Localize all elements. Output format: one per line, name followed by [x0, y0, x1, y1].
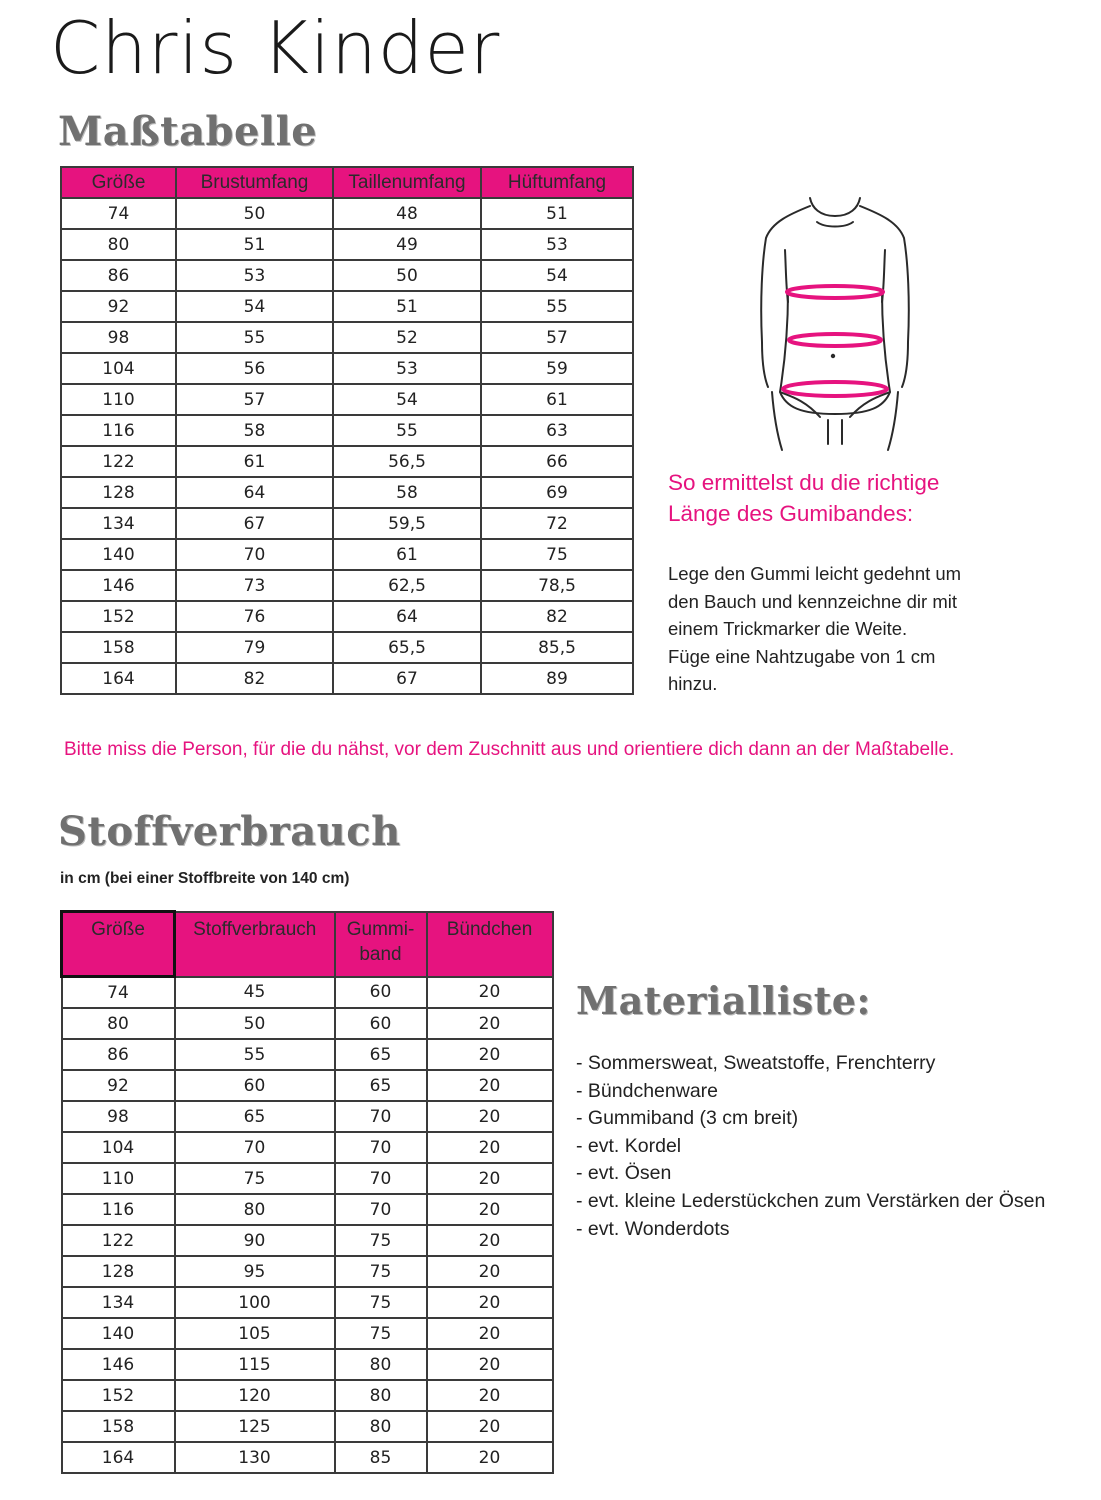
materials-list: [576, 1050, 1045, 1243]
cell-chest: 82: [176, 663, 333, 694]
table-row: [62, 1132, 553, 1163]
cell-waist: 58: [333, 477, 481, 508]
cell-chest: 58: [176, 415, 333, 446]
cell-size: 128: [62, 1256, 175, 1287]
cell-chest: 54: [176, 291, 333, 322]
table-row: [62, 1101, 553, 1132]
cell-size: 164: [62, 1442, 175, 1473]
cell-size: 92: [61, 291, 176, 322]
table-row: [61, 384, 633, 415]
cell-elastic: 70: [335, 1132, 427, 1163]
fabric-heading: Stoffverbrauch: [58, 808, 401, 855]
list-item: - evt. kleine Lederstückchen zum Verstärken der Ösen: [576, 1189, 1046, 1212]
cell-hip: 63: [481, 415, 633, 446]
cell-hip: 53: [481, 229, 633, 260]
table-row: [61, 477, 633, 508]
cell-size: 74: [62, 977, 175, 1009]
materials-heading: Materialliste:: [576, 978, 871, 1023]
table-row: [62, 1411, 553, 1442]
cell-waist: 49: [333, 229, 481, 260]
cell-cuffs: 20: [427, 977, 553, 1009]
cell-size: 158: [61, 632, 176, 663]
cell-waist: 56,5: [333, 446, 481, 477]
cell-chest: 50: [176, 198, 333, 229]
cell-elastic: 65: [335, 1070, 427, 1101]
cell-cuffs: 20: [427, 1442, 553, 1473]
cell-chest: 70: [176, 539, 333, 570]
cell-waist: 48: [333, 198, 481, 229]
cell-hip: 54: [481, 260, 633, 291]
cell-waist: 54: [333, 384, 481, 415]
cell-cuffs: 20: [427, 1039, 553, 1070]
table-row: [62, 1287, 553, 1318]
cell-waist: 67: [333, 663, 481, 694]
cell-cuffs: 20: [427, 1380, 553, 1411]
cell-waist: 53: [333, 353, 481, 384]
cell-size: 134: [61, 508, 176, 539]
cell-elastic: 80: [335, 1349, 427, 1380]
cell-elastic: 70: [335, 1163, 427, 1194]
cell-elastic: 75: [335, 1225, 427, 1256]
measure-table: [60, 166, 634, 695]
cell-chest: 67: [176, 508, 333, 539]
table-row: [62, 1442, 553, 1473]
cell-size: 98: [62, 1101, 175, 1132]
cell-hip: 75: [481, 539, 633, 570]
list-item: - Gummiband (3 cm breit): [576, 1107, 799, 1130]
cell-hip: 85,5: [481, 632, 633, 663]
table-row: [62, 1163, 553, 1194]
cell-elastic: 80: [335, 1411, 427, 1442]
cell-size: 128: [61, 477, 176, 508]
cell-size: 152: [62, 1380, 175, 1411]
cell-hip: 59: [481, 353, 633, 384]
cell-elastic: 80: [335, 1380, 427, 1411]
cell-waist: 61: [333, 539, 481, 570]
cell-size: 122: [61, 446, 176, 477]
cell-waist: 55: [333, 415, 481, 446]
table-row: [62, 1039, 553, 1070]
cell-chest: 56: [176, 353, 333, 384]
cell-fabric: 45: [175, 977, 335, 1009]
cell-fabric: 50: [175, 1008, 335, 1039]
torso-measurement-figure-icon: [750, 192, 920, 454]
list-item: - Sommersweat, Sweatstoffe, Frenchterry: [576, 1052, 936, 1074]
fabric-subnote: in cm (bei einer Stoffbreite von 140 cm): [60, 870, 350, 887]
header-elastic-line: band: [359, 944, 402, 966]
cell-size: 110: [62, 1163, 175, 1194]
header-fabric: Stoffverbrauch: [175, 912, 335, 977]
cell-size: 74: [61, 198, 176, 229]
cell-hip: 89: [481, 663, 633, 694]
fabric-table: [60, 910, 554, 1474]
table-row: [62, 1380, 553, 1411]
cell-fabric: 65: [175, 1101, 335, 1132]
cell-fabric: 105: [175, 1318, 335, 1349]
instructions-line: hinzu.: [668, 673, 718, 694]
cell-size: 146: [62, 1349, 175, 1380]
cell-elastic: 70: [335, 1194, 427, 1225]
table-row: [61, 663, 633, 694]
cell-waist: 65,5: [333, 632, 481, 663]
cell-fabric: 95: [175, 1256, 335, 1287]
cell-cuffs: 20: [427, 1070, 553, 1101]
cell-size: 104: [61, 353, 176, 384]
measure-note: Bitte miss die Person, für die du nähst, vor dem Zuschnitt aus und orientiere dich dann an der Maßtabelle.: [64, 739, 955, 760]
cell-cuffs: 20: [427, 1411, 553, 1442]
instructions-title-line: So ermittelst du die richtige: [668, 470, 940, 495]
table-row: [61, 353, 633, 384]
cell-size: 152: [61, 601, 176, 632]
table-row: [62, 1008, 553, 1039]
table-row: [61, 632, 633, 663]
header-cuffs: Bündchen: [427, 912, 553, 977]
cell-hip: 69: [481, 477, 633, 508]
cell-hip: 78,5: [481, 570, 633, 601]
table-row: [62, 1070, 553, 1101]
table-row: [62, 1256, 553, 1287]
cell-fabric: 115: [175, 1349, 335, 1380]
cell-waist: 59,5: [333, 508, 481, 539]
header-elastic: [335, 912, 427, 977]
table-row: [62, 1194, 553, 1225]
measure-table-heading: Maßtabelle: [58, 108, 318, 155]
header-elastic-line: Gummi-: [346, 918, 415, 940]
cell-cuffs: 20: [427, 1163, 553, 1194]
cell-chest: 61: [176, 446, 333, 477]
table-row: [62, 1349, 553, 1380]
table-row: [61, 229, 633, 260]
cell-fabric: 125: [175, 1411, 335, 1442]
cell-waist: 51: [333, 291, 481, 322]
cell-fabric: 75: [175, 1163, 335, 1194]
cell-size: 116: [61, 415, 176, 446]
table-row: [61, 446, 633, 477]
cell-size: 110: [61, 384, 176, 415]
cell-size: 80: [62, 1008, 175, 1039]
cell-hip: 82: [481, 601, 633, 632]
instructions-title-line: Länge des Gumibandes:: [668, 501, 914, 526]
table-row: [62, 977, 553, 1009]
cell-elastic: 75: [335, 1318, 427, 1349]
cell-size: 134: [62, 1287, 175, 1318]
cell-fabric: 120: [175, 1380, 335, 1411]
cell-size: 86: [61, 260, 176, 291]
cell-size: 122: [62, 1225, 175, 1256]
instructions-title: [668, 467, 1088, 529]
instructions-line: Füge eine Nahtzugabe von 1 cm: [668, 645, 936, 667]
cell-cuffs: 20: [427, 1349, 553, 1380]
chest-band: [787, 286, 883, 298]
list-item: - evt. Ösen: [576, 1162, 672, 1185]
table-row: [62, 1225, 553, 1256]
cell-cuffs: 20: [427, 1008, 553, 1039]
cell-hip: 55: [481, 291, 633, 322]
table-row: [61, 601, 633, 632]
cell-fabric: 55: [175, 1039, 335, 1070]
cell-fabric: 70: [175, 1132, 335, 1163]
brand-title: Chris Kinder: [50, 6, 501, 90]
cell-size: 146: [61, 570, 176, 601]
cell-fabric: 80: [175, 1194, 335, 1225]
cell-size: 158: [62, 1411, 175, 1442]
table-row: [61, 322, 633, 353]
measure-table-header-row: [61, 167, 633, 198]
cell-hip: 57: [481, 322, 633, 353]
table-row: [61, 415, 633, 446]
cell-hip: 72: [481, 508, 633, 539]
cell-elastic: 85: [335, 1442, 427, 1473]
cell-elastic: 65: [335, 1039, 427, 1070]
cell-size: 98: [61, 322, 176, 353]
cell-hip: 61: [481, 384, 633, 415]
cell-fabric: 130: [175, 1442, 335, 1473]
header-waist: Taillenumfang: [333, 167, 481, 198]
table-row: [61, 539, 633, 570]
cell-cuffs: 20: [427, 1287, 553, 1318]
cell-chest: 79: [176, 632, 333, 663]
header-size: Größe: [62, 912, 175, 977]
cell-waist: 64: [333, 601, 481, 632]
cell-cuffs: 20: [427, 1256, 553, 1287]
table-row: [61, 198, 633, 229]
cell-elastic: 70: [335, 1101, 427, 1132]
cell-chest: 73: [176, 570, 333, 601]
hip-band: [783, 382, 887, 396]
cell-size: 86: [62, 1039, 175, 1070]
cell-size: 80: [61, 229, 176, 260]
table-row: [61, 508, 633, 539]
cell-cuffs: 20: [427, 1194, 553, 1225]
cell-chest: 64: [176, 477, 333, 508]
fabric-table-header-row: [62, 912, 553, 977]
cell-fabric: 60: [175, 1070, 335, 1101]
cell-size: 104: [62, 1132, 175, 1163]
cell-elastic: 60: [335, 977, 427, 1009]
table-row: [61, 291, 633, 322]
list-item: - evt. Wonderdots: [576, 1217, 730, 1240]
instructions-line: den Bauch und kennzeichne dir mit: [668, 590, 957, 612]
table-row: [62, 1318, 553, 1349]
cell-waist: 52: [333, 322, 481, 353]
cell-hip: 66: [481, 446, 633, 477]
cell-cuffs: 20: [427, 1101, 553, 1132]
cell-size: 140: [62, 1318, 175, 1349]
cell-hip: 51: [481, 198, 633, 229]
cell-cuffs: 20: [427, 1225, 553, 1256]
cell-size: 116: [62, 1194, 175, 1225]
instructions-line: einem Trickmarker die Weite.: [668, 618, 908, 639]
table-row: [61, 570, 633, 601]
cell-elastic: 75: [335, 1256, 427, 1287]
cell-size: 92: [62, 1070, 175, 1101]
cell-size: 164: [61, 663, 176, 694]
instructions-line: Lege den Gummi leicht gedehnt um: [668, 563, 962, 584]
header-chest: Brustumfang: [176, 167, 333, 198]
cell-elastic: 75: [335, 1287, 427, 1318]
list-item: - Bündchenware: [576, 1079, 719, 1102]
waist-band: [789, 334, 881, 346]
cell-fabric: 100: [175, 1287, 335, 1318]
table-row: [61, 260, 633, 291]
cell-chest: 57: [176, 384, 333, 415]
navel-dot: [831, 354, 835, 358]
cell-size: 140: [61, 539, 176, 570]
cell-waist: 62,5: [333, 570, 481, 601]
cell-cuffs: 20: [427, 1132, 553, 1163]
cell-cuffs: 20: [427, 1318, 553, 1349]
list-item: - evt. Kordel: [576, 1134, 682, 1157]
cell-waist: 50: [333, 260, 481, 291]
cell-elastic: 60: [335, 1008, 427, 1039]
cell-chest: 53: [176, 260, 333, 291]
header-hip: Hüftumfang: [481, 167, 633, 198]
cell-fabric: 90: [175, 1225, 335, 1256]
header-size: Größe: [61, 167, 176, 198]
cell-chest: 51: [176, 229, 333, 260]
cell-chest: 55: [176, 322, 333, 353]
instructions-body: [668, 560, 1088, 698]
cell-chest: 76: [176, 601, 333, 632]
